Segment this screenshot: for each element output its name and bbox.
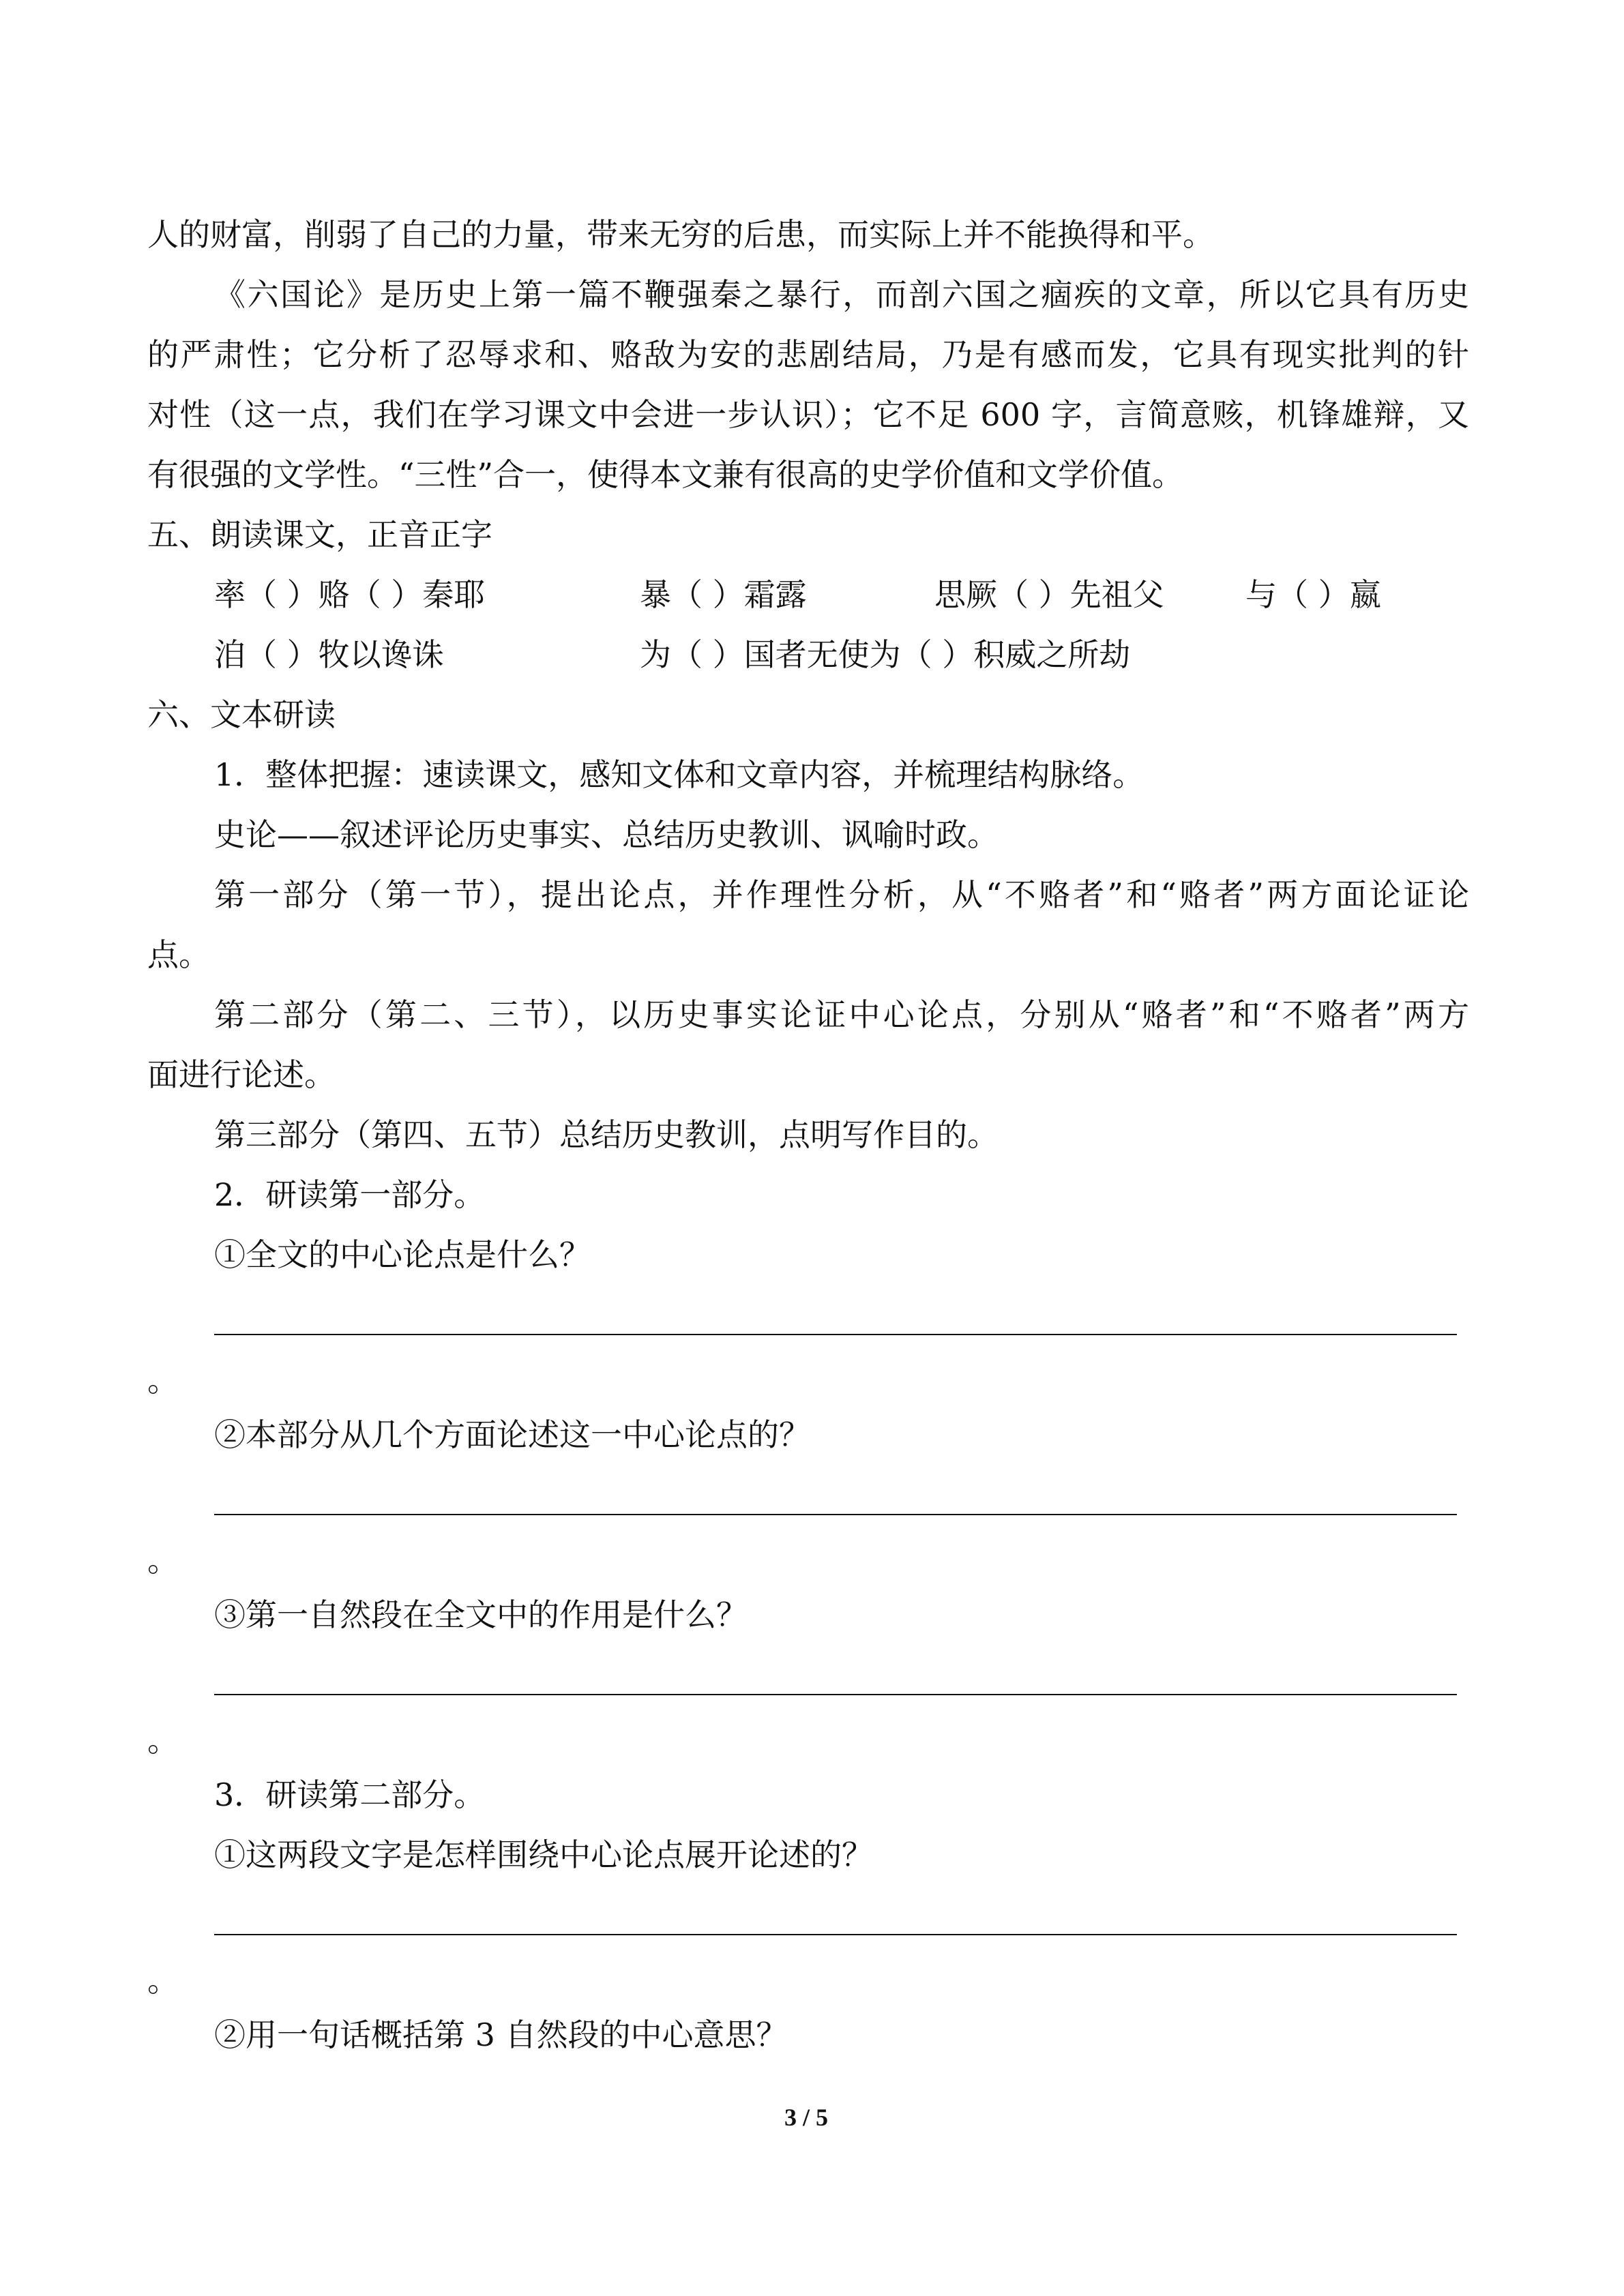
answer-line[interactable] [214, 1694, 1457, 1695]
summary-line-1: 《六国论》是历史上第一篇不鞭强秦之暴行，而剖六国之痼疾的文章，所以它具有历史 [214, 276, 1469, 313]
answer-line[interactable] [214, 1334, 1457, 1335]
question: ①全文的中心论点是什么？ [214, 1236, 591, 1273]
answer-end-period: 。 [147, 1962, 179, 1999]
pronunciation-item: 率（ ）赂（ ）秦耶 [214, 576, 486, 613]
summary-line-2: 的严肃性；它分析了忍辱求和、赂敌为安的悲剧结局，乃是有感而发，它具有现实批判的针 [147, 336, 1469, 373]
summary-line-3: 对性（这一点，我们在学习课文中会进一步认识）；它不足 600 字，言简意赅，机锋雄辩，又 [147, 396, 1469, 433]
question: ②用一句话概括第 3 自然段的中心意思？ [214, 2016, 788, 2053]
pronunciation-item: 洎（ ）牧以谗诛 [214, 636, 444, 673]
answer-line[interactable] [214, 1934, 1457, 1935]
part-2-line: 面进行论述。 [147, 1056, 336, 1093]
answer-line[interactable] [214, 1514, 1457, 1515]
pronunciation-item: 与（ ）嬴 [1245, 576, 1381, 613]
answer-end-period: 。 [147, 1362, 179, 1399]
item-3: 3．研读第二部分。 [214, 1776, 486, 1813]
page-number: 3 / 5 [784, 2104, 829, 2131]
answer-end-period: 。 [147, 1722, 179, 1759]
summary-line-4: 有很强的文学性。“三性”合一，使得本文兼有很高的史学价值和文学价值。 [147, 456, 1184, 493]
item-2: 2．研读第一部分。 [214, 1176, 486, 1213]
pronunciation-item: 思厥（ ）先祖父 [934, 576, 1164, 613]
section-6-heading: 六、文本研读 [147, 696, 336, 733]
paragraph-line: 人的财富，削弱了自己的力量，带来无穷的后患，而实际上并不能换得和平。 [147, 216, 1214, 253]
question: ③第一自然段在全文中的作用是什么？ [214, 1596, 748, 1633]
item-1: 1．整体把握：速读课文，感知文体和文章内容，并梳理结构脉络。 [214, 756, 1145, 793]
part-2-line: 第二部分（第二、三节），以历史事实论证中心论点，分别从“赂者”和“不赂者”两方 [214, 996, 1469, 1033]
genre-note: 史论——叙述评论历史事实、总结历史教训、讽喻时政。 [214, 816, 999, 853]
question: ②本部分从几个方面论述这一中心论点的？ [214, 1416, 810, 1453]
part-1-line: 第一部分（第一节），提出论点，并作理性分析，从“不赂者”和“赂者”两方面论证论 [214, 876, 1469, 913]
part-1-line: 点。 [147, 936, 210, 973]
answer-end-period: 。 [147, 1542, 179, 1579]
pronunciation-item: 为（ ）国者无使为（ ）积威之所劫 [640, 636, 1131, 673]
part-3-line: 第三部分（第四、五节）总结历史教训，点明写作目的。 [214, 1116, 999, 1153]
pronunciation-item: 暴（ ）霜露 [640, 576, 807, 613]
question: ①这两段文字是怎样围绕中心论点展开论述的？ [214, 1836, 873, 1873]
section-5-heading: 五、朗读课文，正音正字 [147, 516, 492, 553]
